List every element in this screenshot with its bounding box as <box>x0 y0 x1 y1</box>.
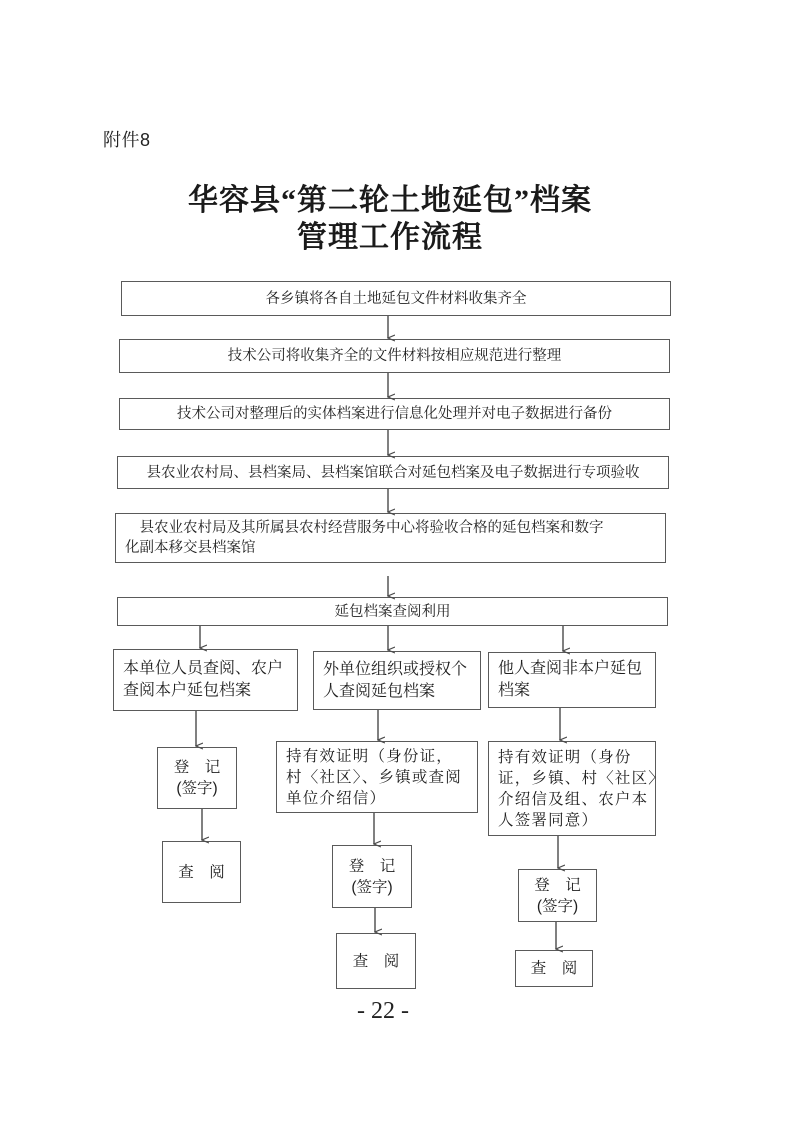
register-label: 登 记 <box>173 759 221 776</box>
register-sign-label: (签字) <box>536 897 579 915</box>
proof-text-line-1: 持有效证明（身份证， <box>286 747 454 765</box>
request-text-line-1: 本单位人员查阅、农户 <box>123 660 284 677</box>
register-sign-label: (签字) <box>351 878 393 896</box>
branch-external-view <box>336 933 416 989</box>
attachment-label: 附件8 <box>103 130 151 150</box>
document-title-line-1: 华容县“第二轮土地延包”档案 <box>188 184 592 217</box>
step-text: 延包档案查阅利用 <box>334 603 451 620</box>
view-label: 查 阅 <box>352 952 400 970</box>
step-collect-materials <box>121 281 671 316</box>
step-archive-access <box>117 597 668 626</box>
branch-other-register <box>518 869 597 922</box>
branch-other-proof <box>488 741 666 836</box>
step-digitize-backup <box>119 398 670 430</box>
step-text-line-2: 化副本移交县档案馆 <box>125 540 256 556</box>
request-text-line-1: 外单位组织或授权个 <box>323 660 468 678</box>
step-text-line-1: 县农业农村局及其所属县农村经营服务中心将验收合格的延包档案和数字 <box>125 520 604 536</box>
step-transfer-archives <box>115 513 666 563</box>
register-label: 登 记 <box>534 876 581 894</box>
branch-external-register <box>332 845 412 908</box>
step-text: 县农业农村局、县档案局、县档案馆联合对延包档案及电子数据进行专项验收 <box>146 464 640 481</box>
proof-text-line-2: 村〈社区〉、乡镇或查阅 <box>286 768 462 786</box>
view-label: 查 阅 <box>530 960 578 977</box>
request-text-line-1: 他人查阅非本户延包 <box>498 660 643 677</box>
proof-text-line-1: 持有效证明（身份 <box>498 748 632 766</box>
branch-other-view <box>515 950 593 987</box>
branch-other-request <box>488 652 656 708</box>
step-text: 技术公司将收集齐全的文件材料按相应规范进行整理 <box>227 348 562 364</box>
request-text-line-2: 查阅本户延包档案 <box>123 682 252 699</box>
page-number: - 22 - <box>357 998 409 1024</box>
register-label: 登 记 <box>348 857 396 875</box>
register-sign-label: (签字) <box>176 780 218 797</box>
proof-text-line-3: 单位介绍信） <box>286 789 387 807</box>
document-title-line-2: 管理工作流程 <box>297 221 483 254</box>
request-text-line-2: 档案 <box>498 682 531 699</box>
proof-text-line-4: 人签署同意） <box>498 811 599 829</box>
branch-internal-register <box>157 747 237 809</box>
step-text: 各乡镇将各自土地延包文件材料收集齐全 <box>265 290 527 307</box>
step-organize-materials <box>119 339 670 373</box>
proof-text-line-2: 证，乡镇、村〈社区〉 <box>498 769 666 787</box>
view-label: 查 阅 <box>178 863 225 881</box>
branch-internal-request <box>113 649 298 711</box>
branch-external-request <box>313 651 481 710</box>
step-text: 技术公司对整理后的实体档案进行信息化处理并对电子数据进行备份 <box>177 406 612 422</box>
branch-external-proof <box>276 741 478 813</box>
step-joint-acceptance <box>117 456 669 489</box>
branch-internal-view <box>162 841 241 903</box>
request-text-line-2: 人查阅延包档案 <box>323 682 436 700</box>
proof-text-line-3: 介绍信及组、农户本 <box>498 790 649 808</box>
